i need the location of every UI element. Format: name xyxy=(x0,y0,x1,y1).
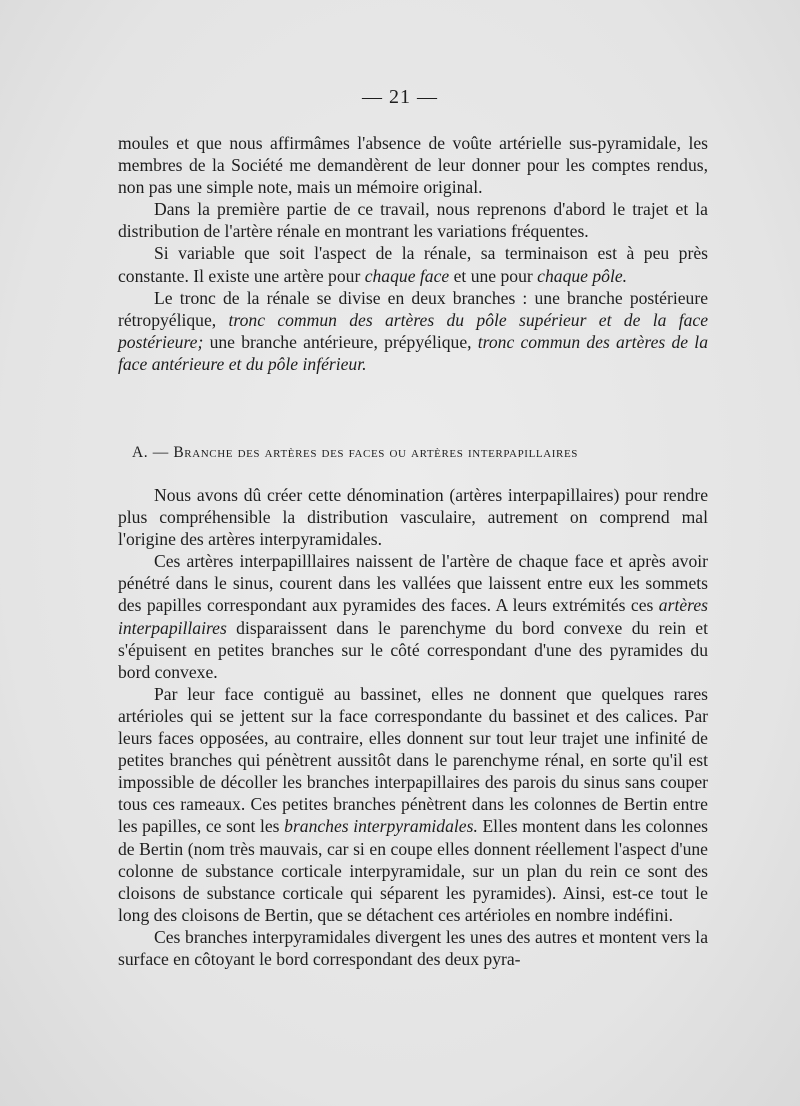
italic-text: tronc commun des artères du pôle supérieur et de la face postérieure; xyxy=(118,309,708,352)
text-run: Si variable que soit l'aspect de la rénale, sa terminaison est à peu près constante. Il existe une artère pour xyxy=(118,243,708,286)
section-prefix: A. — xyxy=(132,444,174,461)
text-run: Par leur face contiguë au bassinet, elles ne donnent que quelques rares artérioles qui se jettent sur la face correspondante du bassinet et des calices. Par leurs faces opposées, au contraire, elles donnent sur tout leur trajet une infinité de petites branches qui pénètrent aussitôt dans le parenchyme rénal, en sorte qu'il est impossible de décoller les branches interpapillaires des parois du sinus sans couper tous ces rameaux. Ces petites branches pénètrent dans les colonnes de Bertin entre les papilles, ce sont les xyxy=(118,683,708,837)
italic-text: tronc commun des artères de la face antérieure et du pôle inférieur. xyxy=(118,331,708,374)
section-heading xyxy=(132,444,712,462)
paragraph xyxy=(118,550,708,683)
text-run: Le tronc de la rénale se divise en deux branches : une branche postérieure rétropyélique, xyxy=(118,287,708,330)
paragraph xyxy=(118,683,708,926)
italic-text: chaque face xyxy=(364,265,450,286)
paragraph-continuation: moules et que nous affirmâmes l'absence de voûte artérielle sus-pyramidale, les membres de la Société me demandèrent de leur donner pour les comptes rendus, non pas une simple note, mais un mémoire original. xyxy=(118,133,708,198)
text-run: Elles montent dans les colonnes de Bertin (nom très mauvais, car si en coupe elles donnent réellement l'aspect d'une colonne de substance corticale interpyramidale, sur un plan du rein ce sont des cloisons de substance corticale qui séparent les pyramides). Ainsi, est-ce tout le long des cloisons de Bertin, que se détachent ces artérioles en nombre indéfini. xyxy=(118,816,708,925)
section-title: Branche des artères des faces ou artères interpapillaires xyxy=(173,444,578,461)
text-run: disparaissent dans le parenchyme du bord convexe du rein et s'épuisent en petites branches sur le côté correspondant d'une des pyramides du bord convexe. xyxy=(118,617,708,682)
paragraph xyxy=(118,287,708,375)
page-number: — 21 — xyxy=(362,86,438,108)
text-run: une branche antérieure, prépyélique, xyxy=(203,331,478,352)
paragraph: Ces branches interpyramidales divergent les unes des autres et montent vers la surface en côtoyant le bord correspondant des deux pyra- xyxy=(118,926,708,969)
paragraph: Nous avons dû créer cette dénomination (artères interpapillaires) pour rendre plus compréhensible la distribution vasculaire, autrement on comprend mal l'origine des artères interpyramidales. xyxy=(118,485,708,550)
paragraph xyxy=(118,242,708,286)
section-text-block xyxy=(118,484,708,970)
paragraph: Dans la première partie de ce travail, nous reprenons d'abord le trajet et la distribution de l'artère rénale en montrant les variations fréquentes. xyxy=(118,199,708,242)
italic-text: chaque pôle. xyxy=(537,265,628,286)
italic-text: branches interpyramidales. xyxy=(284,816,478,837)
intro-text-block xyxy=(118,132,708,375)
text-run: et une pour xyxy=(449,265,538,286)
text-run: Ces artères interpapilllaires naissent de l'artère de chaque face et après avoir pénétré dans le sinus, courent dans les vallées que laissent entre eux les sommets des papilles correspondant aux pyramides des faces. A leurs extrémités ces xyxy=(118,551,708,616)
italic-text: artères interpapillaires xyxy=(118,595,708,638)
